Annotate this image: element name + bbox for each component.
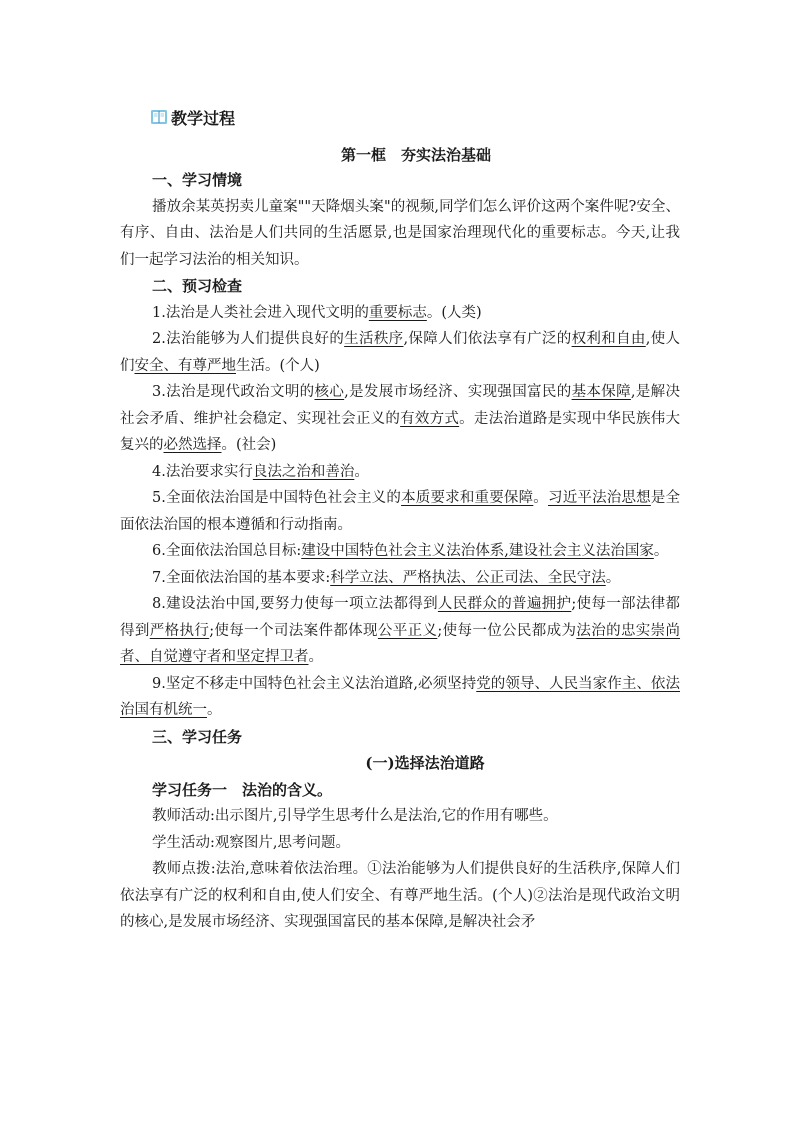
item-4: 4.法治要求实行良法之治和善治。: [152, 463, 369, 480]
student-activity: 学生活动:观察图片,思考问题。: [152, 834, 350, 851]
item-6: 6.全面依法治国总目标:建设中国特色社会主义法治体系,建设社会主义法治国家。: [152, 543, 669, 559]
section-3-subtitle: (一)选择法治道路: [365, 754, 485, 772]
item-3: 3.法治是现代政治文明的核心,是发展市场经济、实现强国富民的基本保障,是解决社会矛盾、维护社会稳定、实现社会正义的有效方式。走法治道路是实现中华民族伟大复兴的必然选择。(社会): [120, 384, 681, 453]
section-2-title: 二、预习检查: [152, 277, 243, 295]
document-page: [120, 104, 680, 936]
lesson-title: 第一框 夯实法治基础: [340, 146, 491, 164]
teaching-process-header: [150, 104, 680, 130]
section-1-title: 一、学习情境: [152, 171, 243, 189]
task-1-title: 学习任务一 法治的含义。: [152, 780, 333, 799]
book-icon: [150, 108, 168, 126]
item-1: 1.法治是人类社会进入现代文明的重要标志。(人类): [152, 304, 482, 321]
section-3-title: 三、学习任务: [152, 727, 243, 746]
item-8: 8.建设法治中国,要努力使每一项立法都得到人民群众的普遍拥护;使每一部法律都得到严格执行;使每一个司法案件都体现公平正义;使每一位公民都成为法治的忠实崇尚者、自觉遵守者和坚定捍卫者。: [120, 596, 681, 665]
item-5: 5.全面依法治国是中国特色社会主义的本质要求和重要保障。习近平法治思想是全面依法治国的根本遵循和行动指南。: [120, 490, 681, 533]
item-2: 2.法治能够为人们提供良好的生活秩序,保障人们依法享有广泛的权利和自由,使人们安全、有尊严地生活。(个人): [120, 331, 681, 374]
header-title: 教学过程: [171, 108, 236, 128]
teacher-guidance: 教师点拨:法治,意味着依法治理。①法治能够为人们提供良好的生活秩序,保障人们依法享有广泛的权利和自由,使人们安全、有尊严地生活。(个人)②法治是现代政治文明的核心,是发展市场经济、实现强国富民的基本保障,是解决社会矛: [120, 861, 680, 930]
item-7: 7.全面依法治国的基本要求:科学立法、严格执法、公正司法、全民守法。: [152, 569, 621, 586]
section-1-body: 播放余某英拐卖儿童案""天降烟头案"的视频,同学们怎么评价这两个案件呢?安全、有序、自由、法治是人们共同的生活愿景,也是国家治理现代化的重要标志。今天,让我们一起学习法治的相关知识。: [120, 198, 680, 268]
item-9: 9.坚定不移走中国特色社会主义法治道路,必须坚持党的领导、人民当家作主、依法治国有机统一。: [120, 675, 680, 718]
teacher-activity: 教师活动:出示图片,引导学生思考什么是法治,它的作用有哪些。: [152, 808, 558, 824]
